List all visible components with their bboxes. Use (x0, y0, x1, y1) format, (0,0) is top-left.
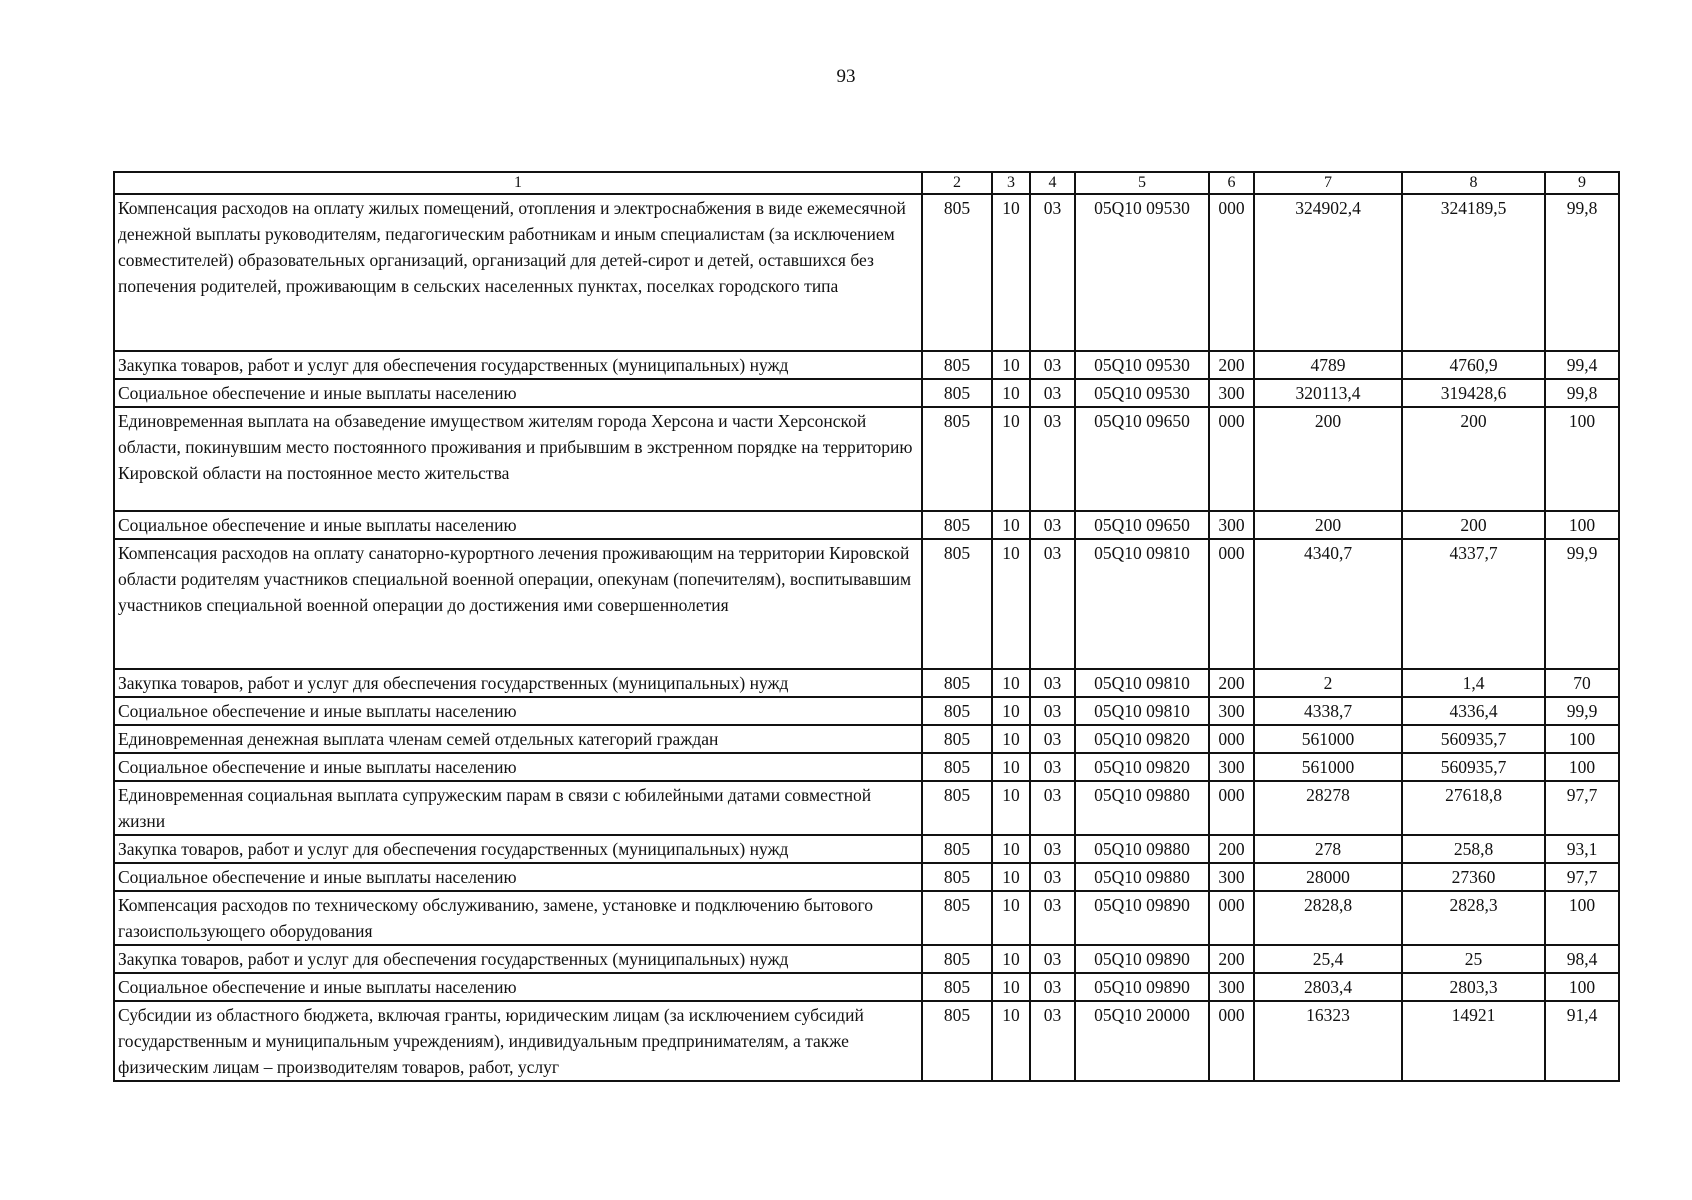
section-code-cell: 805 (922, 379, 992, 407)
table-row (114, 511, 1619, 539)
chapter-code-cell: 10 (992, 194, 1030, 351)
percent-cell: 100 (1545, 407, 1619, 511)
column-header: 8 (1402, 172, 1545, 194)
chapter-code-cell: 10 (992, 863, 1030, 891)
row-name-cell: Закупка товаров, работ и услуг для обеспечения государственных (муниципальных) нужд (114, 351, 922, 379)
subchapter-code-cell: 03 (1030, 973, 1075, 1001)
table-row (114, 379, 1619, 407)
column-header: 1 (114, 172, 922, 194)
actual-amount-cell: 2803,3 (1402, 973, 1545, 1001)
subchapter-code-cell: 03 (1030, 753, 1075, 781)
expense-type-cell: 200 (1209, 669, 1254, 697)
expense-type-cell: 200 (1209, 351, 1254, 379)
target-code-cell: 05Q10 09810 (1075, 697, 1209, 725)
row-name-cell: Единовременная социальная выплата супружеским парам в связи с юбилейными датами совместной жизни (114, 781, 922, 835)
expense-type-cell: 300 (1209, 379, 1254, 407)
table-row (114, 351, 1619, 379)
subchapter-code-cell: 03 (1030, 863, 1075, 891)
percent-cell: 93,1 (1545, 835, 1619, 863)
table-row (114, 407, 1619, 511)
section-code-cell: 805 (922, 835, 992, 863)
actual-amount-cell: 27618,8 (1402, 781, 1545, 835)
chapter-code-cell: 10 (992, 781, 1030, 835)
target-code-cell: 05Q10 09890 (1075, 945, 1209, 973)
expense-type-cell: 000 (1209, 1001, 1254, 1081)
expense-type-cell: 000 (1209, 725, 1254, 753)
expense-type-cell: 300 (1209, 697, 1254, 725)
planned-amount-cell: 28278 (1254, 781, 1402, 835)
section-code-cell: 805 (922, 407, 992, 511)
table-row (114, 891, 1619, 945)
table-row (114, 697, 1619, 725)
column-header: 7 (1254, 172, 1402, 194)
chapter-code-cell: 10 (992, 697, 1030, 725)
actual-amount-cell: 4336,4 (1402, 697, 1545, 725)
subchapter-code-cell: 03 (1030, 945, 1075, 973)
subchapter-code-cell: 03 (1030, 835, 1075, 863)
actual-amount-cell: 324189,5 (1402, 194, 1545, 351)
table-row (114, 781, 1619, 835)
actual-amount-cell: 14921 (1402, 1001, 1545, 1081)
column-header: 5 (1075, 172, 1209, 194)
table-row (114, 194, 1619, 351)
section-code-cell: 805 (922, 511, 992, 539)
chapter-code-cell: 10 (992, 539, 1030, 669)
section-code-cell: 805 (922, 539, 992, 669)
percent-cell: 97,7 (1545, 863, 1619, 891)
section-code-cell: 805 (922, 945, 992, 973)
percent-cell: 100 (1545, 511, 1619, 539)
chapter-code-cell: 10 (992, 945, 1030, 973)
planned-amount-cell: 28000 (1254, 863, 1402, 891)
percent-cell: 99,9 (1545, 697, 1619, 725)
chapter-code-cell: 10 (992, 407, 1030, 511)
subchapter-code-cell: 03 (1030, 511, 1075, 539)
table-row (114, 669, 1619, 697)
percent-cell: 99,8 (1545, 379, 1619, 407)
table-row (114, 973, 1619, 1001)
row-name-cell: Закупка товаров, работ и услуг для обеспечения государственных (муниципальных) нужд (114, 945, 922, 973)
subchapter-code-cell: 03 (1030, 669, 1075, 697)
table-body (114, 194, 1619, 1081)
percent-cell: 100 (1545, 973, 1619, 1001)
actual-amount-cell: 200 (1402, 511, 1545, 539)
expense-type-cell: 200 (1209, 835, 1254, 863)
expense-type-cell: 000 (1209, 891, 1254, 945)
chapter-code-cell: 10 (992, 511, 1030, 539)
actual-amount-cell: 560935,7 (1402, 753, 1545, 781)
section-code-cell: 805 (922, 1001, 992, 1081)
percent-cell: 97,7 (1545, 781, 1619, 835)
section-code-cell: 805 (922, 697, 992, 725)
chapter-code-cell: 10 (992, 351, 1030, 379)
chapter-code-cell: 10 (992, 835, 1030, 863)
actual-amount-cell: 258,8 (1402, 835, 1545, 863)
expense-type-cell: 300 (1209, 511, 1254, 539)
percent-cell: 99,9 (1545, 539, 1619, 669)
row-name-cell: Социальное обеспечение и иные выплаты населению (114, 379, 922, 407)
target-code-cell: 05Q10 09530 (1075, 379, 1209, 407)
subchapter-code-cell: 03 (1030, 697, 1075, 725)
row-name-cell: Социальное обеспечение и иные выплаты населению (114, 511, 922, 539)
actual-amount-cell: 4337,7 (1402, 539, 1545, 669)
chapter-code-cell: 10 (992, 1001, 1030, 1081)
subchapter-code-cell: 03 (1030, 539, 1075, 669)
row-name-cell: Социальное обеспечение и иные выплаты населению (114, 863, 922, 891)
planned-amount-cell: 200 (1254, 407, 1402, 511)
section-code-cell: 805 (922, 351, 992, 379)
target-code-cell: 05Q10 09810 (1075, 539, 1209, 669)
subchapter-code-cell: 03 (1030, 781, 1075, 835)
table-row (114, 753, 1619, 781)
table-row (114, 835, 1619, 863)
subchapter-code-cell: 03 (1030, 194, 1075, 351)
subchapter-code-cell: 03 (1030, 1001, 1075, 1081)
planned-amount-cell: 4789 (1254, 351, 1402, 379)
planned-amount-cell: 4338,7 (1254, 697, 1402, 725)
actual-amount-cell: 25 (1402, 945, 1545, 973)
row-name-cell: Единовременная выплата на обзаведение имуществом жителям города Херсона и части Херсонской области, покинувшим место постоянного проживания и прибывшим в экстренном порядке на территорию Кировской области на постоянное место жительства (114, 407, 922, 511)
actual-amount-cell: 200 (1402, 407, 1545, 511)
section-code-cell: 805 (922, 725, 992, 753)
section-code-cell: 805 (922, 753, 992, 781)
chapter-code-cell: 10 (992, 891, 1030, 945)
planned-amount-cell: 278 (1254, 835, 1402, 863)
target-code-cell: 05Q10 09820 (1075, 753, 1209, 781)
section-code-cell: 805 (922, 891, 992, 945)
planned-amount-cell: 16323 (1254, 1001, 1402, 1081)
row-name-cell: Закупка товаров, работ и услуг для обеспечения государственных (муниципальных) нужд (114, 669, 922, 697)
planned-amount-cell: 561000 (1254, 753, 1402, 781)
actual-amount-cell: 4760,9 (1402, 351, 1545, 379)
expense-type-cell: 000 (1209, 194, 1254, 351)
percent-cell: 100 (1545, 725, 1619, 753)
expense-type-cell: 000 (1209, 539, 1254, 669)
target-code-cell: 05Q10 09650 (1075, 511, 1209, 539)
column-header: 2 (922, 172, 992, 194)
planned-amount-cell: 200 (1254, 511, 1402, 539)
percent-cell: 70 (1545, 669, 1619, 697)
chapter-code-cell: 10 (992, 725, 1030, 753)
section-code-cell: 805 (922, 863, 992, 891)
row-name-cell: Социальное обеспечение и иные выплаты населению (114, 697, 922, 725)
section-code-cell: 805 (922, 973, 992, 1001)
column-header: 4 (1030, 172, 1075, 194)
expense-type-cell: 000 (1209, 781, 1254, 835)
row-name-cell: Единовременная денежная выплата членам семей отдельных категорий граждан (114, 725, 922, 753)
actual-amount-cell: 1,4 (1402, 669, 1545, 697)
planned-amount-cell: 25,4 (1254, 945, 1402, 973)
target-code-cell: 05Q10 09530 (1075, 351, 1209, 379)
actual-amount-cell: 560935,7 (1402, 725, 1545, 753)
row-name-cell: Компенсация расходов на оплату жилых помещений, отопления и электроснабжения в виде ежемесячной денежной выплаты руководителям, педагогическим работникам и иным специалистам (за исключением совместителей) образовательных организаций, организаций для детей-сирот и детей, оставшихся без попечения родителей, проживающим в сельских населенных пунктах, поселках городского типа (114, 194, 922, 351)
actual-amount-cell: 319428,6 (1402, 379, 1545, 407)
chapter-code-cell: 10 (992, 379, 1030, 407)
table-row (114, 945, 1619, 973)
percent-cell: 99,8 (1545, 194, 1619, 351)
row-name-cell: Компенсация расходов по техническому обслуживанию, замене, установке и подключению бытового газоиспользующего оборудования (114, 891, 922, 945)
target-code-cell: 05Q10 09890 (1075, 891, 1209, 945)
target-code-cell: 05Q10 09650 (1075, 407, 1209, 511)
column-header: 6 (1209, 172, 1254, 194)
chapter-code-cell: 10 (992, 669, 1030, 697)
planned-amount-cell: 2828,8 (1254, 891, 1402, 945)
target-code-cell: 05Q10 09880 (1075, 835, 1209, 863)
expense-type-cell: 300 (1209, 973, 1254, 1001)
table-row (114, 863, 1619, 891)
actual-amount-cell: 2828,3 (1402, 891, 1545, 945)
planned-amount-cell: 561000 (1254, 725, 1402, 753)
row-name-cell: Социальное обеспечение и иные выплаты населению (114, 753, 922, 781)
expense-type-cell: 300 (1209, 863, 1254, 891)
subchapter-code-cell: 03 (1030, 407, 1075, 511)
target-code-cell: 05Q10 09880 (1075, 863, 1209, 891)
planned-amount-cell: 324902,4 (1254, 194, 1402, 351)
subchapter-code-cell: 03 (1030, 379, 1075, 407)
target-code-cell: 05Q10 09530 (1075, 194, 1209, 351)
row-name-cell: Компенсация расходов на оплату санаторно-курортного лечения проживающим на территории Кировской области родителям участников специальной военной операции, опекунам (попечителям), воспитывавшим участников специальной военной операции до достижения ими совершеннолетия (114, 539, 922, 669)
table-row (114, 725, 1619, 753)
planned-amount-cell: 2803,4 (1254, 973, 1402, 1001)
section-code-cell: 805 (922, 194, 992, 351)
row-name-cell: Социальное обеспечение и иные выплаты населению (114, 973, 922, 1001)
planned-amount-cell: 4340,7 (1254, 539, 1402, 669)
row-name-cell: Закупка товаров, работ и услуг для обеспечения государственных (муниципальных) нужд (114, 835, 922, 863)
expense-type-cell: 000 (1209, 407, 1254, 511)
chapter-code-cell: 10 (992, 753, 1030, 781)
column-header: 3 (992, 172, 1030, 194)
column-header: 9 (1545, 172, 1619, 194)
target-code-cell: 05Q10 20000 (1075, 1001, 1209, 1081)
percent-cell: 100 (1545, 891, 1619, 945)
header-row (114, 172, 1619, 194)
percent-cell: 98,4 (1545, 945, 1619, 973)
actual-amount-cell: 27360 (1402, 863, 1545, 891)
percent-cell: 100 (1545, 753, 1619, 781)
chapter-code-cell: 10 (992, 973, 1030, 1001)
table-row (114, 539, 1619, 669)
row-name-cell: Субсидии из областного бюджета, включая гранты, юридическим лицам (за исключением субсидий государственным и муниципальным учреждениям), индивидуальным предпринимателям, а также физическим лицам – производителям товаров, работ, услуг (114, 1001, 922, 1081)
page-number: 93 (836, 66, 856, 87)
subchapter-code-cell: 03 (1030, 351, 1075, 379)
subchapter-code-cell: 03 (1030, 725, 1075, 753)
section-code-cell: 805 (922, 781, 992, 835)
section-code-cell: 805 (922, 669, 992, 697)
target-code-cell: 05Q10 09810 (1075, 669, 1209, 697)
target-code-cell: 05Q10 09820 (1075, 725, 1209, 753)
table-row (114, 1001, 1619, 1081)
subchapter-code-cell: 03 (1030, 891, 1075, 945)
planned-amount-cell: 320113,4 (1254, 379, 1402, 407)
target-code-cell: 05Q10 09880 (1075, 781, 1209, 835)
percent-cell: 91,4 (1545, 1001, 1619, 1081)
planned-amount-cell: 2 (1254, 669, 1402, 697)
percent-cell: 99,4 (1545, 351, 1619, 379)
expense-type-cell: 300 (1209, 753, 1254, 781)
target-code-cell: 05Q10 09890 (1075, 973, 1209, 1001)
expense-type-cell: 200 (1209, 945, 1254, 973)
budget-table (113, 171, 1620, 1082)
